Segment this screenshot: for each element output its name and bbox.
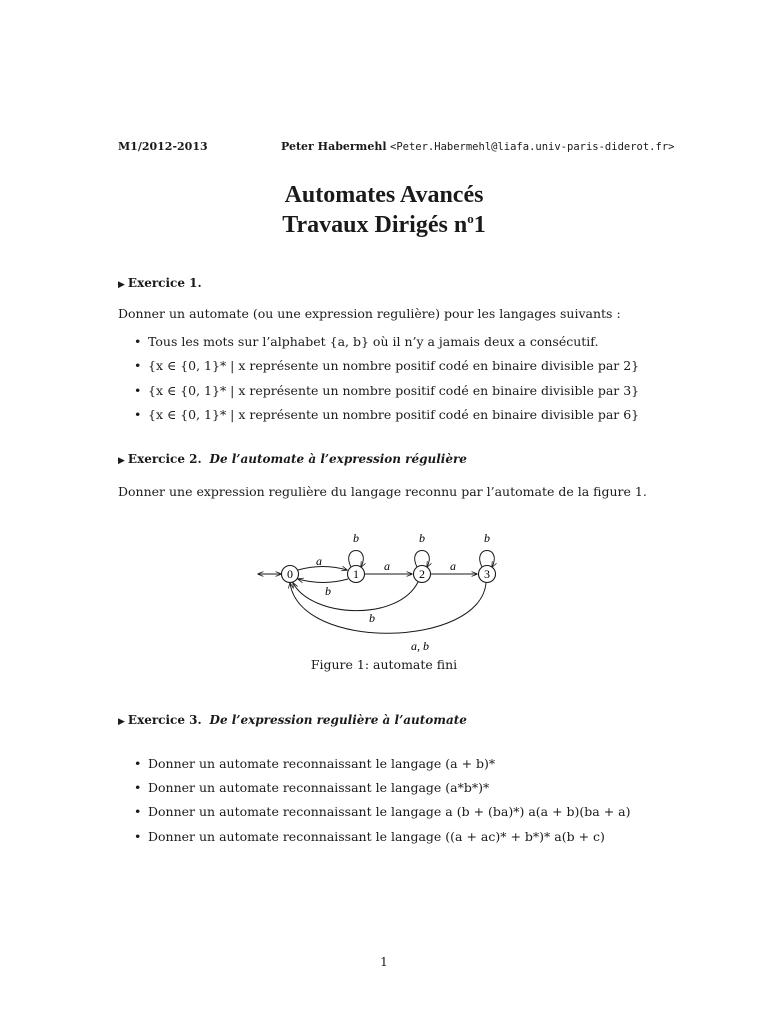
edge-3-0-label: a, b bbox=[411, 639, 429, 653]
author-name: Peter Habermehl bbox=[281, 140, 387, 153]
loop-3 bbox=[480, 551, 495, 568]
bullet-icon: • bbox=[134, 829, 142, 844]
edge-1-0 bbox=[298, 579, 348, 583]
list-item-text: {x ∈ {0, 1}* | x représente un nombre positif codé en binaire divisible par 6} bbox=[148, 407, 640, 422]
ex2-subtitle: De l’automate à l’expression régulière bbox=[209, 452, 467, 466]
ex1-intro: Donner un automate (ou une expression regulière) pour les langages suivants : bbox=[118, 306, 621, 321]
list-item-text: Donner un automate reconnaissant le langage (a + b)* bbox=[148, 756, 496, 771]
list-item-text: Donner un automate reconnaissant le langage (a*b*)* bbox=[148, 780, 490, 795]
list-item bbox=[134, 383, 639, 398]
loop-2-label: b bbox=[419, 531, 425, 545]
subtitle-main: Travaux Dirigés n bbox=[282, 212, 468, 238]
list-item bbox=[134, 407, 639, 422]
page-number: 1 bbox=[380, 955, 388, 969]
author-email[interactable]: <Peter.Habermehl@liafa.univ-paris-diderot.fr> bbox=[390, 141, 675, 153]
ex3-label: Exercice 3. bbox=[127, 713, 202, 727]
edge-3-0 bbox=[290, 583, 486, 633]
bullet-icon: • bbox=[134, 334, 142, 349]
edge-0-1-label: a bbox=[316, 554, 322, 568]
loop-1 bbox=[349, 551, 364, 568]
state-1-label: 1 bbox=[353, 567, 359, 581]
triangle-icon: ▶ bbox=[118, 456, 125, 466]
doc-subtitle bbox=[0, 211, 768, 239]
edge-0-1 bbox=[298, 567, 347, 571]
ex1-label: Exercice 1. bbox=[127, 276, 202, 290]
automaton-figure bbox=[250, 525, 520, 655]
ex1-heading bbox=[118, 276, 202, 290]
ex2-label: Exercice 2. bbox=[127, 452, 202, 466]
edge-1-0-label: b bbox=[325, 584, 331, 598]
edge-2-3-label: a bbox=[450, 559, 456, 573]
list-item-text: Donner un automate reconnaissant le langage ((a + ac)* + b*)* a(b + c) bbox=[148, 829, 605, 844]
bullet-icon: • bbox=[134, 358, 142, 373]
bullet-icon: • bbox=[134, 804, 142, 819]
list-item bbox=[134, 829, 605, 844]
course-year: M1/2012-2013 bbox=[118, 140, 208, 153]
ex3-subtitle: De l’expression regulière à l’automate bbox=[209, 713, 467, 727]
author-line bbox=[281, 140, 674, 153]
list-item bbox=[134, 358, 639, 373]
edge-1-2-label: a bbox=[384, 559, 390, 573]
subtitle-sup: o bbox=[467, 211, 474, 226]
list-item bbox=[134, 756, 495, 771]
list-item-text: Donner un automate reconnaissant le langage a (b + (ba)*) a(a + b)(ba + a) bbox=[148, 804, 631, 819]
doc-title: Automates Avancés bbox=[284, 182, 484, 208]
subtitle-num: 1 bbox=[473, 212, 486, 238]
bullet-icon: • bbox=[134, 383, 142, 398]
figure-caption: Figure 1: automate fini bbox=[310, 657, 458, 672]
list-item bbox=[134, 780, 489, 795]
state-0-label: 0 bbox=[287, 567, 293, 581]
ex2-intro: Donner une expression regulière du langage reconnu par l’automate de la figure 1. bbox=[118, 484, 647, 499]
loop-2 bbox=[415, 551, 430, 568]
edge-2-0 bbox=[293, 582, 418, 611]
loop-1-label: b bbox=[353, 531, 359, 545]
ex2-heading bbox=[118, 452, 467, 466]
loop-3-label: b bbox=[484, 531, 490, 545]
list-item-text: Tous les mots sur l’alphabet {a, b} où il n’y a jamais deux a consécutif. bbox=[148, 334, 599, 349]
bullet-icon: • bbox=[134, 407, 142, 422]
list-item bbox=[134, 804, 631, 819]
triangle-icon: ▶ bbox=[118, 280, 125, 290]
list-item-text: {x ∈ {0, 1}* | x représente un nombre positif codé en binaire divisible par 3} bbox=[148, 383, 640, 398]
state-2-label: 2 bbox=[419, 567, 425, 581]
bullet-icon: • bbox=[134, 780, 142, 795]
list-item bbox=[134, 334, 598, 349]
ex3-heading bbox=[118, 713, 467, 727]
list-item-text: {x ∈ {0, 1}* | x représente un nombre positif codé en binaire divisible par 2} bbox=[148, 358, 640, 373]
bullet-icon: • bbox=[134, 756, 142, 771]
state-3-label: 3 bbox=[484, 567, 490, 581]
edge-2-0-label: b bbox=[369, 611, 375, 625]
triangle-icon: ▶ bbox=[118, 717, 125, 727]
